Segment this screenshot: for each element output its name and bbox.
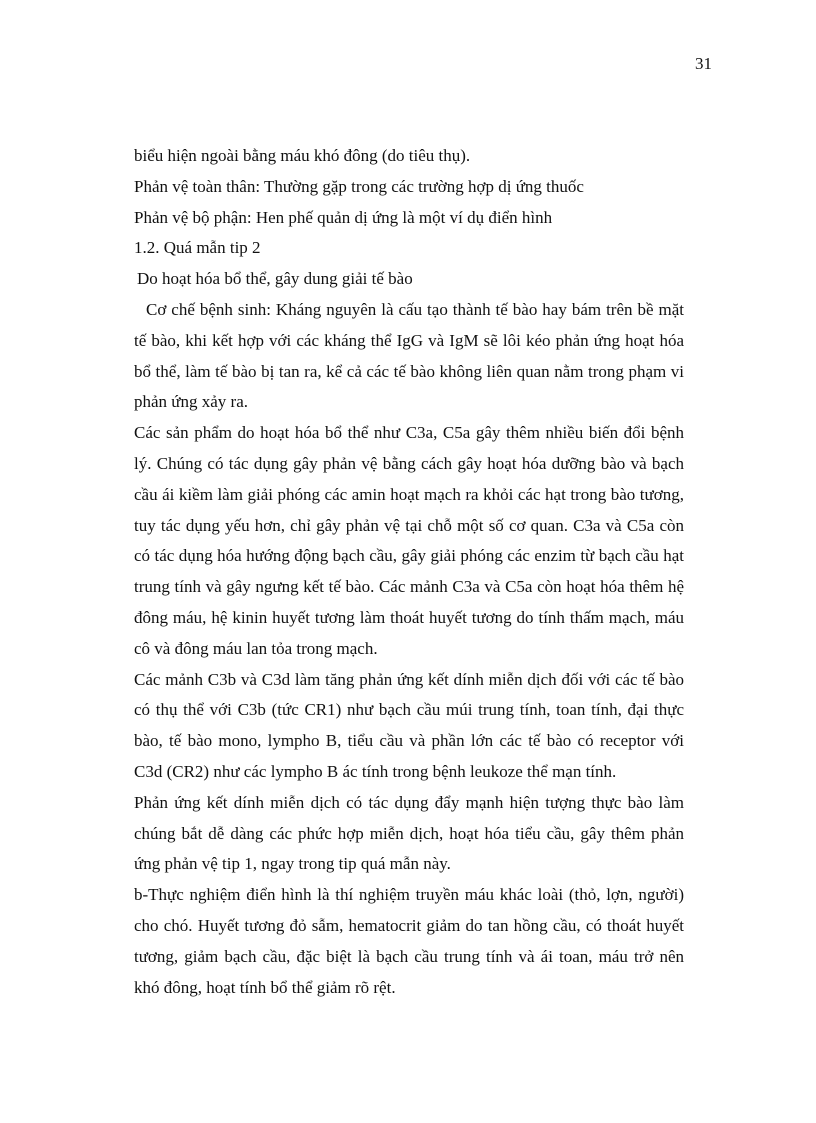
text-line-systemic-anaphylaxis: Phản vệ toàn thân: Thường gặp trong các trường hợp dị ứng thuốc xyxy=(134,176,584,196)
paragraph-c3b-c3d: Các mảnh C3b và C3d làm tăng phản ứng kết dính miễn dịch đối với các tế bào có thụ thể với C3b (tức CR1) như bạch cầu múi trung tính, toan tính, đại thực bào, tế bào mono, lympho B, tiểu cầu và phần lớn các tế bào có receptor với C3d (CR2) như các lympho B ác tính trong bệnh leukoze thể mạn tính. xyxy=(134,669,684,781)
page-number: 31 xyxy=(695,54,712,73)
paragraph-pathogenesis: Cơ chế bệnh sinh: Kháng nguyên là cấu tạo thành tế bào hay bám trên bề mặt tế bào, khi kết hợp với các kháng thể IgG và IgM sẽ lôi kéo phản ứng hoạt hóa bổ thể, làm tế bào bị tan ra, kể cả các tế bào không liên quan nằm trong phạm vi phản ứng xảy ra. xyxy=(134,299,684,412)
paragraph-c3a-c5a: Các sản phẩm do hoạt hóa bổ thể như C3a, C5a gây thêm nhiều biến đổi bệnh lý. Chúng có tác dụng gây phản vệ bằng cách gây hoạt hóa dưỡng bào và bạch cầu ái kiềm làm giải phóng các amin hoạt mạch ra khỏi các hạt trong bào tương, tuy tác dụng yếu hơn, chỉ gây phản vệ tại chỗ một số cơ quan. C3a và C5a còn có tác dụng hóa hướng động bạch cầu, gây giải phóng các enzim từ bạch cầu hạt trung tính và gây ngưng kết tế bào. Các mảnh C3a và C5a còn hoạt hóa thêm hệ đông máu, hệ kinin huyết tương làm thoát huyết tương do tính thấm mạch, máu cô và đông máu lan tỏa trong mạch. xyxy=(134,423,684,658)
text-line-complement: Do hoạt hóa bổ thể, gây dung giải tế bào xyxy=(137,269,413,289)
paragraph-experiment: b-Thực nghiệm điển hình là thí nghiệm truyền máu khác loài (thỏ, lợn, người) cho chó. Huyết tương đỏ sẫm, hematocrit giảm do tan hồng cầu, có thoát huyết tương, giảm bạch cầu, đặc biệt là bạch cầu trung tính và ái toan, máu trở nên khó đông, hoạt tính bổ thể giảm rõ rệt. xyxy=(134,885,684,997)
text-line-bleeding: biểu hiện ngoài bằng máu khó đông (do tiêu thụ). xyxy=(134,146,471,165)
section-heading-type-2: 1.2. Quá mẫn tip 2 xyxy=(134,238,261,258)
page-body xyxy=(134,141,684,1003)
text-line-local-anaphylaxis: Phản vệ bộ phận: Hen phế quản dị ứng là một ví dụ điển hình xyxy=(134,207,553,227)
paragraph-immune-adherence: Phản ứng kết dính miễn dịch có tác dụng đẩy mạnh hiện tượng thực bào làm chúng bắt dễ dàng các phức hợp miễn dịch, hoạt hóa tiểu cầu, gây thêm phản ứng phản vệ tip 1, ngay trong tip quá mẫn này. xyxy=(134,792,684,874)
